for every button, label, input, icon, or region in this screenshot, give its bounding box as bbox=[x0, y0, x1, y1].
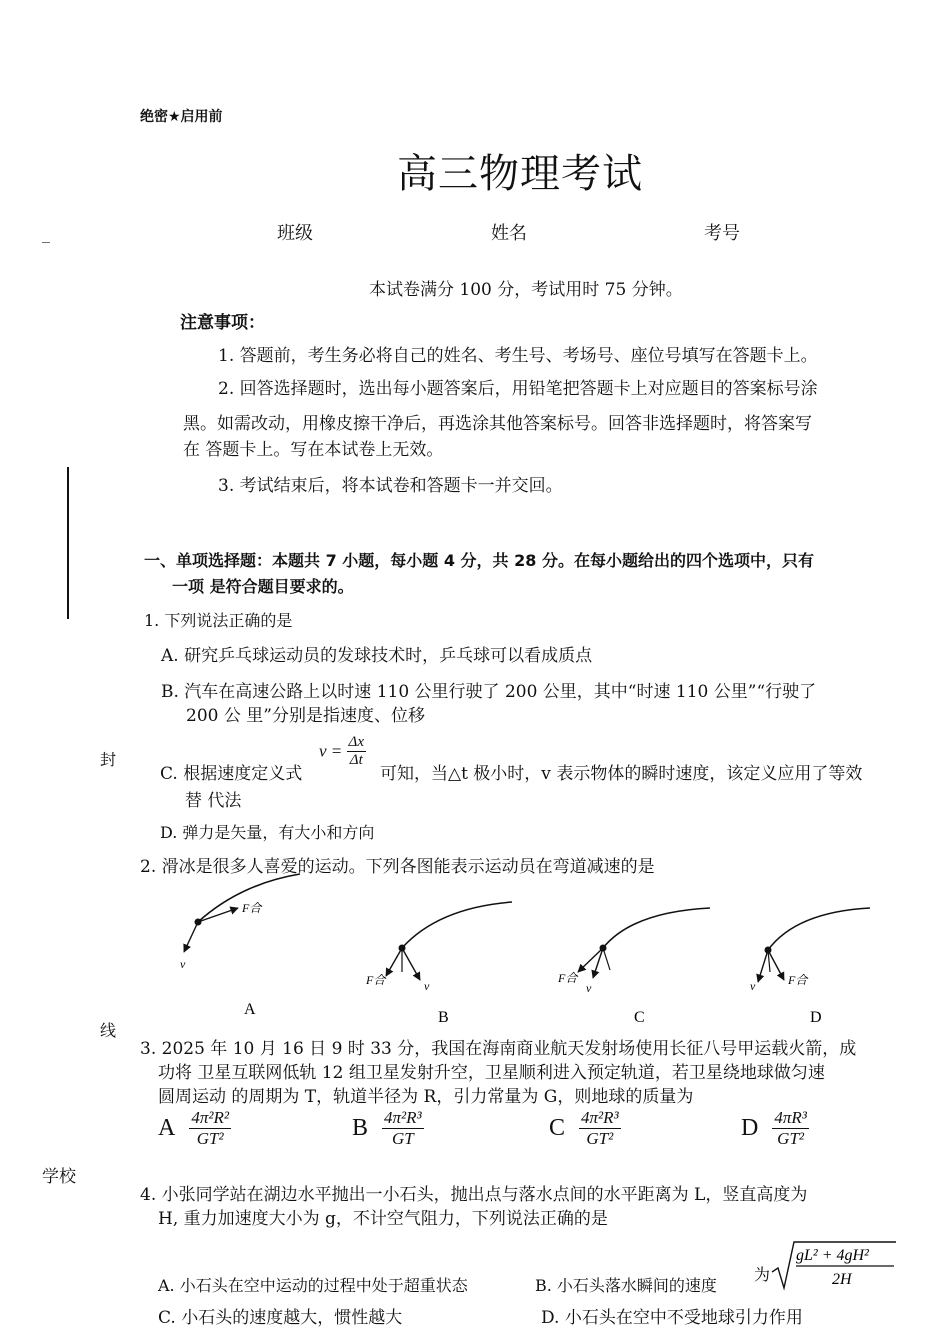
q1-option-c-line-2: 替 代法 bbox=[185, 791, 242, 811]
q3-option-fraction bbox=[189, 1108, 231, 1149]
q2-diagram-a bbox=[180, 874, 300, 1018]
notice-heading: 注意事项： bbox=[180, 313, 265, 333]
q3-option-denominator: GT² bbox=[196, 1129, 224, 1148]
name-field-label: 姓名 bbox=[491, 223, 527, 244]
q4-option-b-wei: 为 bbox=[754, 1265, 771, 1284]
notice-item-2-line-2: 黑。如需改动，用橡皮擦干净后，再选涂其他答案标号。回答非选择题时，将答案写 bbox=[183, 414, 812, 434]
notice-item-2-line-3: 在 答题卡上。写在本试卷上无效。 bbox=[183, 440, 444, 460]
q1-formula-numerator: Δx bbox=[348, 734, 364, 750]
notice-item-2-line-1: 2. 回答选择题时，选出每小题答案后，用铅笔把答题卡上对应题目的答案标号涂 bbox=[218, 379, 818, 399]
q2-b-velocity-label: v bbox=[424, 979, 430, 993]
q1-option-a: A. 研究乒乓球运动员的发球技术时，乒乓球可以看成质点 bbox=[161, 646, 593, 666]
q2-b-trajectory bbox=[402, 902, 512, 948]
q3-option-fraction bbox=[772, 1108, 809, 1149]
q2-a-velocity-arrow bbox=[184, 922, 198, 952]
q3-option-letter: C bbox=[549, 1115, 566, 1141]
q4-formula-denominator: 2H bbox=[832, 1271, 852, 1288]
q4-option-a: A. 小石头在空中运动的过程中处于超重状态 bbox=[158, 1276, 468, 1295]
q3-option-denominator: GT² bbox=[586, 1129, 614, 1148]
q3-option-numerator: 4π²R² bbox=[191, 1108, 229, 1127]
section-1-heading-line-2: 一项 是符合题目要求的。 bbox=[172, 577, 354, 596]
q1-option-b-line-1: B. 汽车在高速公路上以时速 110 公里行驶了 200 公里，其中“时速 110 公里”“行驶了 bbox=[161, 682, 817, 702]
q2-d-velocity-label: v bbox=[750, 979, 756, 993]
q1-option-c-suffix: 可知，当△t 极小时，v 表示物体的瞬时速度，该定义应用了等效 bbox=[380, 764, 863, 784]
secret-label: 绝密★启用前 bbox=[140, 109, 223, 125]
q4-formula-numerator: gL² + 4gH² bbox=[796, 1247, 869, 1264]
notice-item-1: 1. 答题前，考生务必将自己的姓名、考生号、考场号、座位号填写在答题卡上。 bbox=[218, 346, 818, 366]
q3-stem-line-2: 功将 卫星互联网低轨 12 组卫星发射升空，卫星顺利进入预定轨道，若卫星绕地球做匀速 bbox=[158, 1063, 825, 1083]
number-field-label: 考号 bbox=[704, 223, 740, 244]
q3-option-c bbox=[549, 1108, 621, 1149]
q3-option-b bbox=[352, 1108, 424, 1149]
q2-c-trajectory bbox=[603, 908, 710, 948]
q2-diagram-c bbox=[557, 908, 710, 1022]
q4-option-c: C. 小石头的速度越大，惯性越大 bbox=[158, 1308, 403, 1328]
page-title: 高三物理考试 bbox=[397, 151, 643, 197]
q2-d-velocity-arrow bbox=[758, 950, 768, 982]
q3-option-a bbox=[158, 1108, 231, 1149]
margin-seal-char: 封 bbox=[100, 750, 117, 769]
q2-b-force-label: F合 bbox=[366, 973, 386, 987]
q2-b-velocity-arrow bbox=[402, 948, 420, 980]
q1-option-d: D. 弹力是矢量，有大小和方向 bbox=[160, 823, 375, 842]
q2-a-force-arrow bbox=[198, 908, 238, 922]
q4-option-b-formula bbox=[770, 1238, 900, 1292]
q3-option-denominator: GT bbox=[391, 1129, 414, 1148]
q4-option-b: B. 小石头落水瞬间的速度 bbox=[535, 1276, 717, 1295]
q3-option-numerator: 4πR³ bbox=[774, 1108, 807, 1127]
margin-line-char: 线 bbox=[100, 1021, 117, 1040]
q1-formula-lhs: v = bbox=[319, 741, 343, 761]
q3-stem-line-3: 圆周运动 的周期为 T，轨道半径为 R，引力常量为 G，则地球的质量为 bbox=[158, 1087, 694, 1107]
q2-c-force-label: F合 bbox=[558, 971, 578, 985]
q3-option-numerator: 4π²R³ bbox=[581, 1108, 619, 1127]
section-1-heading-line-1: 一、单项选择题：本题共 7 小题，每小题 4 分，共 28 分。在每小题给出的四个选项中，只有 bbox=[144, 551, 814, 570]
q1-velocity-formula bbox=[319, 734, 366, 769]
exam-info: 本试卷满分 100 分，考试用时 75 分钟。 bbox=[369, 280, 683, 300]
q3-option-numerator: 4π²R³ bbox=[384, 1108, 422, 1127]
q2-d-force-arrow bbox=[768, 950, 784, 980]
margin-dash: _ bbox=[42, 224, 50, 243]
q3-option-denominator: GT² bbox=[777, 1129, 804, 1148]
q4-stem-line-1: 4. 小张同学站在湖边水平抛出一小石头，抛出点与落水点间的水平距离为 L，竖直高度为 bbox=[140, 1185, 808, 1205]
q3-option-d bbox=[741, 1108, 809, 1149]
q2-option-b-label: B bbox=[438, 1009, 449, 1022]
q2-option-d-label: D bbox=[810, 1009, 822, 1022]
notice-item-3: 3. 考试结束后，将本试卷和答题卡一并交回。 bbox=[218, 476, 563, 496]
class-field-label: 班级 bbox=[277, 223, 313, 244]
q3-option-letter: A bbox=[158, 1115, 176, 1141]
q2-c-velocity-label: v bbox=[586, 981, 592, 995]
q2-d-trajectory bbox=[768, 908, 870, 950]
q2-stem: 2. 滑冰是很多人喜爱的运动。下列各图能表示运动员在弯道减速的是 bbox=[140, 857, 655, 877]
q1-option-b-line-2: 200 公 里”分别是指速度、位移 bbox=[186, 706, 425, 726]
q3-option-letter: D bbox=[741, 1115, 759, 1141]
margin-school-label: 学校 bbox=[42, 1167, 76, 1187]
q2-diagrams bbox=[170, 872, 870, 1022]
q2-b-force-arrow bbox=[386, 948, 402, 976]
q2-d-force-label: F合 bbox=[788, 973, 808, 987]
q2-diagram-d bbox=[750, 908, 870, 1022]
q2-a-force-label: F合 bbox=[242, 901, 262, 915]
q2-diagram-b bbox=[365, 902, 512, 1022]
q2-a-velocity-label: v bbox=[180, 957, 186, 971]
q2-c-line bbox=[603, 948, 610, 970]
q4-option-d: D. 小石头在空中不受地球引力作用 bbox=[541, 1308, 803, 1328]
binding-line bbox=[67, 467, 69, 619]
q1-formula-denominator: Δt bbox=[349, 752, 363, 768]
q1-stem: 1. 下列说法正确的是 bbox=[144, 611, 293, 630]
q3-option-fraction bbox=[579, 1108, 621, 1149]
q3-option-letter: B bbox=[352, 1115, 369, 1141]
q2-option-c-label: C bbox=[634, 1009, 645, 1022]
q1-option-c-prefix: C. 根据速度定义式 bbox=[160, 764, 303, 784]
q3-stem-line-1: 3. 2025 年 10 月 16 日 9 时 33 分，我国在海南商业航天发射场使用长征八号甲运载火箭，成 bbox=[140, 1039, 857, 1059]
q3-option-fraction bbox=[382, 1108, 424, 1149]
q4-stem-line-2: H, 重力加速度大小为 g，不计空气阻力，下列说法正确的是 bbox=[158, 1209, 608, 1229]
q2-option-a-label: A bbox=[244, 1001, 256, 1018]
